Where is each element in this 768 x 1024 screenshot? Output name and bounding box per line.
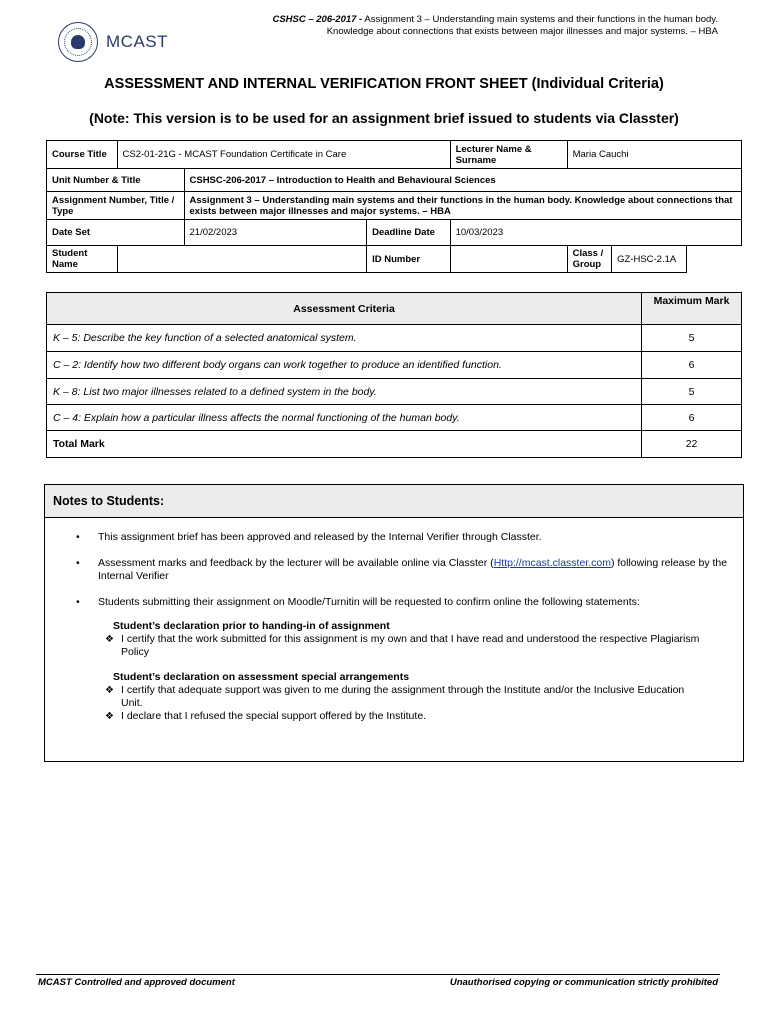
declaration-1: [113, 620, 713, 633]
course-title-value: CS2-01-21G - MCAST Foundation Certificate in Care: [117, 141, 450, 169]
list-item: [105, 684, 701, 710]
table-row: [47, 325, 742, 352]
logo-text: MCAST: [106, 32, 168, 51]
table-row: [47, 379, 742, 405]
header-ref-code: CSHSC – 206-2017 -: [272, 14, 363, 25]
lecturer-value: Maria Cauchi: [567, 141, 741, 169]
bullet-icon: •: [76, 557, 80, 569]
list-item: [105, 710, 701, 723]
criteria-mark: 5: [642, 379, 742, 405]
student-name-label: Student Name: [47, 246, 118, 273]
criteria-text: C – 4: Explain how a particular illness affects the normal functioning of the human body.: [47, 405, 642, 431]
unit-label: Unit Number & Title: [47, 169, 185, 192]
criteria-mark: 5: [642, 325, 742, 352]
table-row: [47, 405, 742, 431]
diamond-bullet-icon: ❖: [105, 685, 114, 696]
bullet-icon: •: [76, 531, 80, 543]
declaration-2: [113, 671, 713, 684]
max-mark-header: Maximum Mark: [642, 293, 742, 325]
mcast-seal-icon: [58, 22, 98, 62]
footer-right: Unauthorised copying or communication strictly prohibited: [449, 977, 718, 988]
header-reference: [268, 14, 718, 38]
total-value: 22: [642, 431, 742, 458]
footer-left: MCAST Controlled and approved document: [38, 977, 235, 988]
assessment-criteria-table: [46, 292, 742, 458]
date-set-value: 21/02/2023: [184, 220, 367, 246]
note-bullet-1: This assignment brief has been approved and released by the Internal Verifier through Classter.: [98, 531, 542, 543]
declaration-1-heading: Student’s declaration prior to handing-in of assignment: [113, 620, 390, 632]
page-title: ASSESSMENT AND INTERNAL VERIFICATION FRONT SHEET (Individual Criteria): [104, 76, 664, 92]
total-row: [47, 431, 742, 458]
deadline-value: 10/03/2023: [450, 220, 741, 246]
lecturer-label: Lecturer Name & Surname: [450, 141, 567, 169]
declaration-2-item-1: I certify that adequate support was given to me during the assignment through the Institute and/or the Inclusive Education Unit.: [121, 684, 685, 709]
student-name-value: [117, 246, 367, 273]
page-note: (Note: This version is to be used for an assignment brief issued to students via Classter): [89, 110, 679, 126]
criteria-text: C – 2: Identify how two different body organs can work together to produce an identified function.: [47, 352, 642, 379]
diamond-bullet-icon: ❖: [105, 634, 114, 645]
list-item: [76, 596, 728, 609]
notes-box: [44, 484, 744, 762]
assignment-value: Assignment 3 – Understanding main systems and their functions in the human body. Knowledge about connections that exists between major illnesses and major systems. – HBA: [184, 192, 742, 220]
criteria-text: K – 8: List two major illnesses related to a defined system in the body.: [47, 379, 642, 405]
date-set-label: Date Set: [47, 220, 185, 246]
footer-divider: [36, 974, 720, 975]
deadline-label: Deadline Date: [367, 220, 451, 246]
class-group-value: GZ-HSC-2.1A: [617, 253, 677, 265]
list-item: [76, 531, 718, 544]
diamond-bullet-icon: ❖: [105, 711, 114, 722]
declaration-1-item: I certify that the work submitted for this assignment is my own and that I have read and understood the respective Plagiarism Policy: [121, 633, 700, 658]
class-group-cell: [567, 246, 687, 273]
course-info-table: [46, 140, 742, 273]
declaration-2-heading: Student’s declaration on assessment special arrangements: [113, 671, 410, 683]
criteria-mark: 6: [642, 352, 742, 379]
list-item: [76, 557, 728, 583]
criteria-mark: 6: [642, 405, 742, 431]
assignment-label: Assignment Number, Title / Type: [47, 192, 185, 220]
note-bullet-2-pre: Assessment marks and feedback by the lecturer will be available online via Classter (: [98, 557, 494, 569]
total-label: Total Mark: [47, 431, 642, 458]
mcast-logo: [58, 22, 178, 64]
list-item: [105, 633, 701, 659]
course-title-label: Course Title: [47, 141, 118, 169]
header-ref-text: Assignment 3 – Understanding main systems and their functions in the human body. Knowledge about connections that exists between major illnesses and major systems. – HBA: [326, 14, 718, 37]
criteria-text: K – 5: Describe the key function of a selected anatomical system.: [47, 325, 642, 352]
declaration-2-item-2: I declare that I refused the special support offered by the Institute.: [121, 710, 427, 722]
id-number-label: ID Number: [367, 246, 451, 273]
bullet-icon: •: [76, 596, 80, 608]
criteria-header: Assessment Criteria: [47, 293, 642, 325]
table-row: [47, 352, 742, 379]
note-bullet-2-post: ) following release by the Internal Verifier: [98, 557, 728, 582]
class-group-label: Class / Group: [568, 246, 612, 272]
unit-value: CSHSC-206-2017 – Introduction to Health and Behavioural Sciences: [184, 169, 742, 192]
note-bullet-3: Students submitting their assignment on Moodle/Turnitin will be requested to confirm online the following statements:: [98, 596, 640, 608]
notes-heading: Notes to Students:: [45, 485, 743, 518]
classter-link[interactable]: Http://mcast.classter.com: [493, 557, 611, 569]
id-number-value: [450, 246, 567, 273]
